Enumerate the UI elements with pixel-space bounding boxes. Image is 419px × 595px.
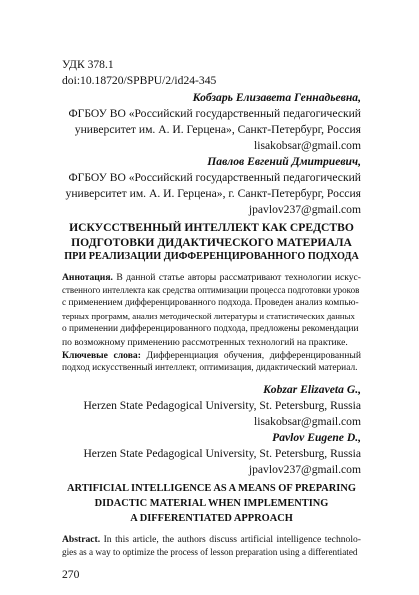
- abstract-ru-label: Аннотация.: [62, 272, 113, 283]
- abstract-ru-line-1: [62, 273, 361, 283]
- author-ru-1-email: lisakobsar@gmail.com: [254, 139, 361, 152]
- keywords-ru-line-1: [62, 351, 361, 361]
- title-ru-line-3: ПРИ РЕАЛИЗАЦИИ ДИФФЕРЕНЦИРОВАННОГО ПОДХОДА: [64, 251, 359, 262]
- author-ru-2-email: jpavlov237@gmail.com: [248, 203, 361, 216]
- keywords-ru-line-2: подход искусственный интеллект, оптимизация, дидактический материал.: [62, 363, 358, 373]
- udk-code: УДК 378.1: [62, 58, 114, 71]
- page-number: 270: [62, 568, 80, 581]
- author-en-1-name: Kobzar Elizaveta G.,: [263, 383, 361, 396]
- author-ru-1-affiliation-line-1: ФГБОУ ВО «Российский государственный педагогический: [68, 107, 361, 120]
- author-en-2-name: Pavlov Eugene D.,: [272, 431, 361, 444]
- author-ru-1-affiliation-line-2: университет им. А. И. Герцена», Санкт-Петербург, Россия: [74, 123, 361, 136]
- abstract-en-line-1: [62, 535, 361, 545]
- author-ru-2-affiliation-line-1: ФГБОУ ВО «Российский государственный педагогический: [68, 171, 361, 184]
- keywords-ru-first-line: Дифференциация обучения, дифференцированный: [140, 350, 361, 361]
- title-en-line-2: DIDACTIC MATERIAL WHEN IMPLEMENTING: [94, 498, 329, 509]
- author-en-2-email: jpavlov237@gmail.com: [248, 463, 361, 476]
- author-en-2-affiliation: Herzen State Pedagogical University, St. Petersburg, Russia: [83, 447, 361, 460]
- title-en-line-3: A DIFFERENTIATED APPROACH: [130, 513, 293, 524]
- author-en-1-email: lisakobsar@gmail.com: [254, 415, 361, 428]
- author-en-1-affiliation: Herzen State Pedagogical University, St. Petersburg, Russia: [83, 399, 361, 412]
- keywords-ru-label: Ключевые слова:: [62, 350, 141, 361]
- author-ru-1-name: Кобзарь Елизавета Геннадьевна,: [192, 91, 361, 104]
- doi: doi:10.18720/SPBPU/2/id24-345: [62, 74, 217, 87]
- title-en-line-1: ARTIFICIAL INTELLIGENCE AS A MEANS OF PREPARING: [67, 483, 356, 494]
- abstract-ru-first-line: В данной статье авторы рассматривают технологии искус-: [112, 272, 361, 283]
- abstract-en-line-2: gies as a way to optimize the process of lesson preparation using a differentiated: [62, 547, 358, 557]
- abstract-ru-line-3: с применением дифференцированного подхода. Проведен анализ компью-: [62, 298, 359, 308]
- title-ru-line-1: ИСКУССТВЕННЫЙ ИНТЕЛЛЕКТ КАК СРЕДСТВО: [69, 221, 354, 234]
- abstract-ru-line-6: по возможному применению рассмотренных технологий на практике.: [62, 337, 348, 348]
- abstract-ru-line-5: о применении дифференцированного подхода, предложены рекомендации: [62, 324, 359, 334]
- author-ru-2-affiliation-line-2: университет им. А. И. Герцена», г. Санкт-Петербург, Россия: [65, 187, 361, 200]
- abstract-en-first-line: In this article, the authors discuss artificial intelligence technolo-: [100, 534, 361, 545]
- abstract-en-label: Abstract.: [62, 534, 101, 545]
- author-ru-2-name: Павлов Евгений Дмитриевич,: [207, 155, 361, 168]
- title-ru-line-2: ПОДГОТОВКИ ДИДАКТИЧЕСКОГО МАТЕРИАЛА: [71, 236, 352, 249]
- abstract-ru-line-2: ственного интеллекта как средства оптимизации процесса подготовки уроков: [62, 285, 360, 295]
- abstract-ru-line-4: терных программ, анализ методической литературы и статистических данных: [62, 311, 355, 321]
